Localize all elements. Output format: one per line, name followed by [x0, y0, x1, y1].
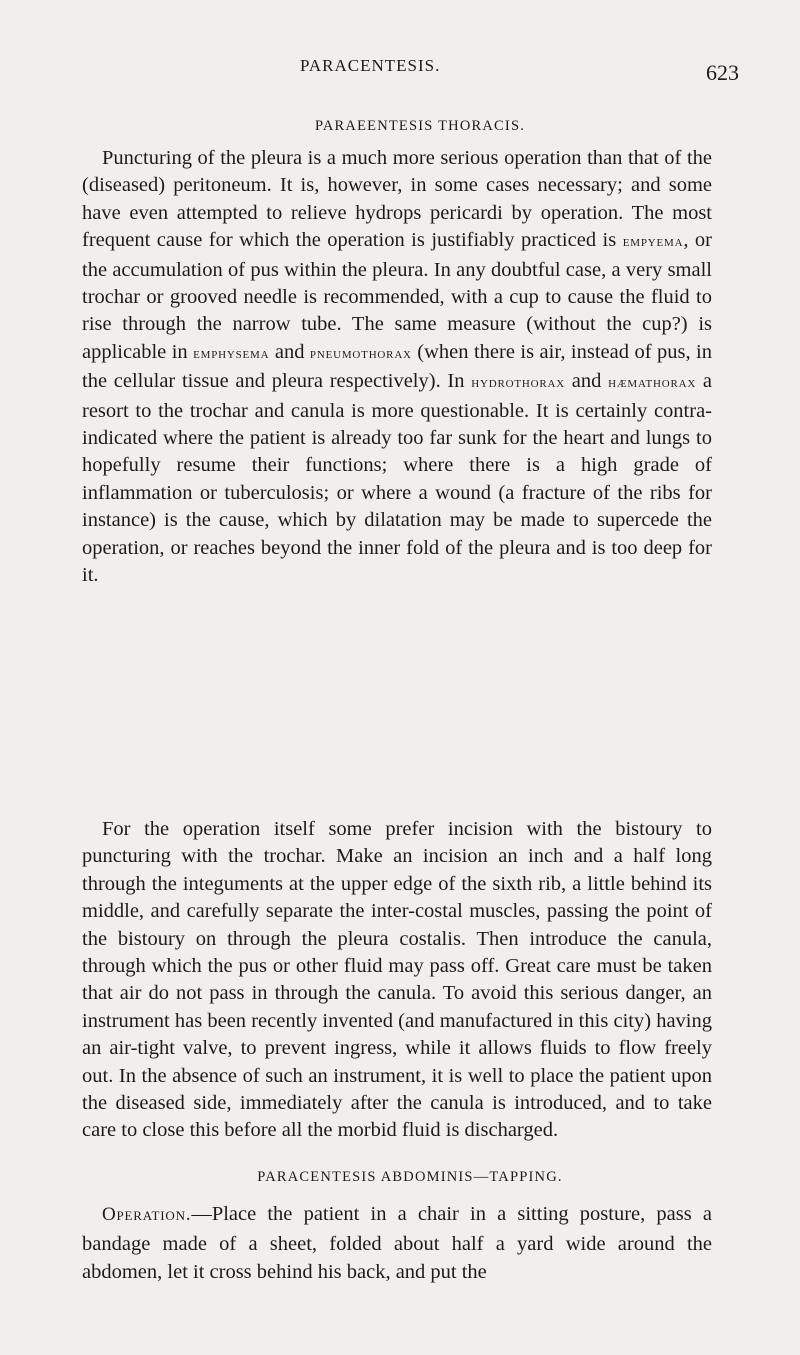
text-run: a resort to the trochar and canula is more questionable. It is certainly contra-indicated where the patient is already too far sunk for the heart and lungs to hopefully resume their functions; where there is a high grade of inflammation or tuberculosis; or where a wound (a fracture of the ribs for instance) is the cause, which by dilatation may be made to supercede the operation, or reaches beyond the inner fold of the pleura and is too deep for it.: [82, 370, 712, 587]
term-empyema: empyema: [622, 234, 684, 251]
page-number: 623: [706, 60, 739, 85]
text-run: Puncturing of the pleura is a much more serious operation than that of the (diseased) peritoneum. It is, however, in some cases necessary; and some have even attempted to relieve hydrops pericardi by operation. The most frequent cause for which the operation is justifiably practiced is: [82, 147, 712, 252]
text-run: (when there is air, instead of pus, in the cellular tissue and pleura respectively). In: [82, 340, 712, 393]
run-in-heading: Operation.: [102, 1204, 192, 1225]
paragraph-thoracis-operation: For the operation itself some prefer incision with the bistoury to puncturing with the trochar. Make an incision an inch and a half long through the integuments at the upper edge of the sixth rib, a little behind its middle, and carefully separate the inter-costal muscles, passing the point of the bistoury on through the pleura costalis. Then introduce the canula, through which the pus or other fluid may pass off. Great care must be taken that air do not pass in through the canula. To avoid this serious danger, an instrument has been recently invented (and manufactured in this city) having an air-tight valve, to prevent ingress, while it allows fluids to flow freely out. In the absence of such an instrument, it is well to place the patient upon the diseased side, immediately after the canula is introduced, and to take care to close this before all the morbid fluid is discharged.: [82, 818, 712, 1142]
paragraph-thoracis-intro: [82, 145, 712, 590]
term-haemathorax: hæmathorax: [608, 375, 697, 392]
term-emphysema: emphysema: [193, 345, 270, 362]
text-run: , or the accumulation of pus within the pleura. In any doubtful case, a very small trochar or grooved needle is recommended, with a cup to cause the fluid to rise through the narrow tube. The same measure (without the cup?) is applicable in: [82, 229, 713, 363]
text-run: —Place the patient in a chair in a sitting posture, pass a bandage made of a sheet, folded about half a yard wide around the abdomen, let it cross behind his back, and put the: [82, 1203, 712, 1283]
paragraph-abdominis-operation: [82, 1200, 712, 1287]
running-head: PARACENTESIS.: [300, 56, 441, 75]
text-run: and: [565, 370, 609, 393]
term-pneumothorax: pneumothorax: [309, 345, 412, 362]
section-heading-thoracis: PARAEENTESIS THORACIS.: [314, 118, 526, 134]
section-heading-abdominis: PARACENTESIS ABDOMINIS—TAPPING.: [257, 1169, 563, 1185]
text-run: and: [269, 340, 310, 363]
term-hydrothorax: hydrothorax: [471, 375, 565, 392]
